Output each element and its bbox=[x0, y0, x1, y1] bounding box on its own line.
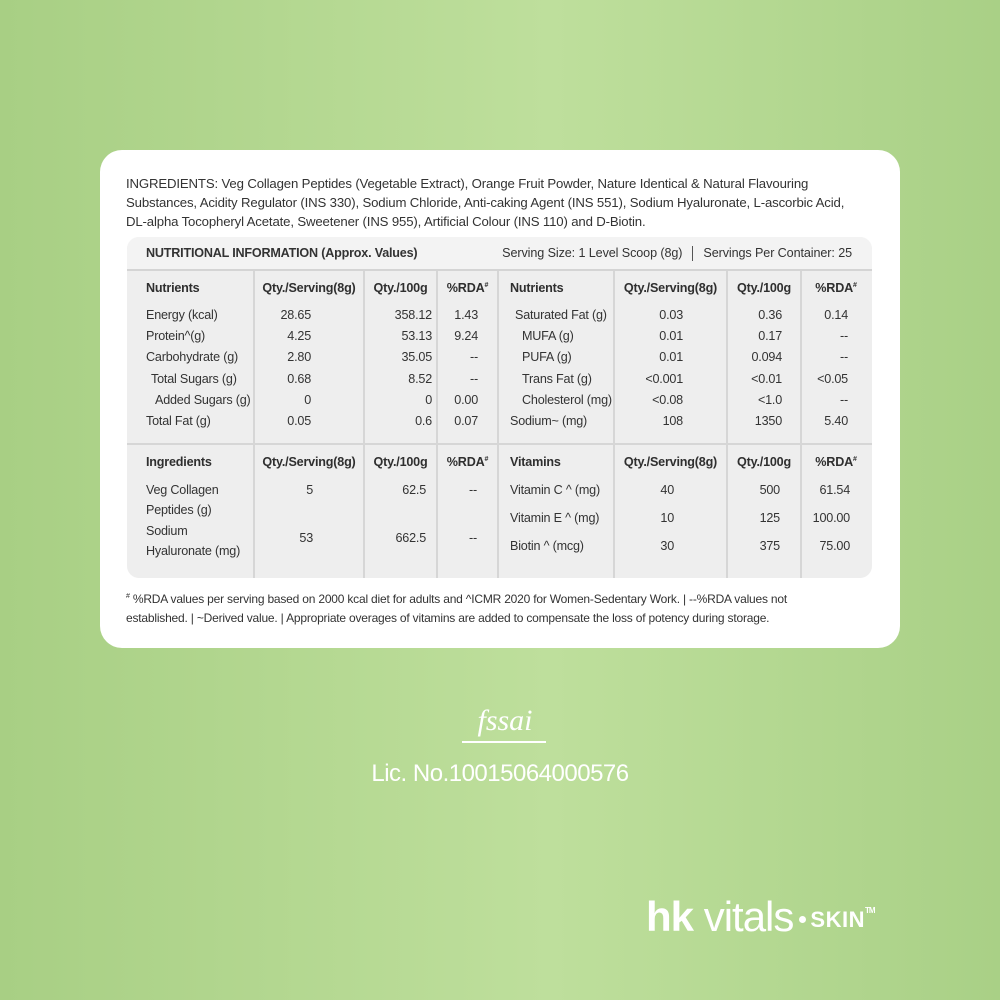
ingredients-text bbox=[126, 174, 846, 231]
ingredient-name: Veg Collagen bbox=[146, 483, 219, 497]
separator bbox=[692, 246, 693, 261]
qty-serving: <0.001 bbox=[645, 371, 683, 386]
nutrient-name: Sodium~ (mg) bbox=[510, 414, 588, 428]
rda-label: %RDA bbox=[446, 281, 485, 295]
rda-value: 5.40 bbox=[824, 414, 848, 428]
nutrition-header bbox=[127, 237, 872, 271]
qty-serving: 0.05 bbox=[287, 414, 311, 428]
nutrient-name: Total Fat (g) bbox=[146, 414, 211, 428]
rda-value: 61.54 bbox=[819, 483, 850, 497]
qty-100g: 0.094 bbox=[751, 350, 782, 365]
rda-value: -- bbox=[840, 392, 848, 407]
divider bbox=[497, 271, 499, 578]
servings-per-container: Servings Per Container: 25 bbox=[703, 246, 852, 260]
qty-100g: <0.01 bbox=[751, 371, 782, 386]
header-rda bbox=[802, 281, 870, 295]
qty-100g: 500 bbox=[759, 483, 780, 497]
qty-100g: 662.5 bbox=[395, 531, 426, 545]
qty-100g: 35.05 bbox=[401, 350, 432, 365]
nutrient-name: Added Sugars (g) bbox=[155, 392, 251, 407]
rda-value: -- bbox=[840, 329, 848, 344]
nutrient-name: Cholesterol (mg) bbox=[522, 392, 612, 407]
rda-value: -- bbox=[469, 531, 477, 545]
qty-serving: 0.68 bbox=[287, 371, 311, 386]
hash-mark: # bbox=[484, 456, 489, 463]
rda-value: 100.00 bbox=[812, 511, 850, 525]
qty-serving: 108 bbox=[662, 414, 683, 428]
nutrition-title: NUTRITIONAL INFORMATION (Approx. Values) bbox=[146, 246, 418, 260]
rda-value: -- bbox=[469, 483, 477, 497]
rda-value: 1.43 bbox=[454, 308, 478, 322]
qty-serving: 10 bbox=[660, 511, 674, 525]
rda-value: -- bbox=[470, 371, 478, 386]
header-vitamins: Vitamins bbox=[510, 455, 561, 469]
section-divider bbox=[127, 443, 872, 445]
nutrient-name: MUFA (g) bbox=[522, 329, 574, 344]
qty-100g: 0 bbox=[425, 392, 432, 407]
brand-tm: TM bbox=[864, 906, 875, 915]
vitamin-name: Vitamin C ^ (mg) bbox=[510, 483, 600, 497]
qty-100g: 358.12 bbox=[394, 308, 432, 322]
qty-serving: 30 bbox=[660, 539, 674, 553]
qty-100g: 62.5 bbox=[402, 483, 426, 497]
serving-size: Serving Size: 1 Level Scoop (8g) bbox=[502, 246, 683, 260]
ingredients-list: Veg Collagen Peptides (Vegetable Extract), Orange Fruit Powder, Nature Identical & Natural Flavouring Substances, Acidity Regulator (INS 330), Sodium Chloride, Anti-caking Agent (INS 551), Sodium Hyaluronate, L-ascorbic Acid, DL-alpha Tocopheryl Acetate, Sweetener (INS 955), Artificial Colour (INS 110) and D-Biotin. bbox=[126, 176, 845, 229]
rda-value: -- bbox=[840, 350, 848, 365]
rda-label: %RDA bbox=[446, 455, 485, 469]
qty-100g: 375 bbox=[759, 539, 780, 553]
brand-logo bbox=[646, 893, 875, 941]
license-number: Lic. No.10015064000576 bbox=[371, 760, 629, 787]
vitamin-name: Vitamin E ^ (mg) bbox=[510, 511, 600, 525]
header-rda bbox=[802, 455, 870, 469]
header-qty-100g: Qty./100g bbox=[373, 455, 428, 469]
hash-mark: # bbox=[852, 282, 857, 289]
nutrient-name: Trans Fat (g) bbox=[522, 371, 592, 386]
serving-info bbox=[502, 246, 852, 261]
hash-mark: # bbox=[484, 282, 489, 289]
rda-value: 0.00 bbox=[454, 392, 478, 407]
qty-100g: 0.36 bbox=[758, 308, 782, 322]
label-card bbox=[100, 150, 900, 648]
footnote-line-2: established. | ~Derived value. | Appropriate overages of vitamins are added to compensate the loss of potency during storage. bbox=[126, 611, 770, 625]
qty-100g: 0.17 bbox=[758, 329, 782, 344]
qty-serving: 0 bbox=[304, 392, 311, 407]
nutrient-name: PUFA (g) bbox=[522, 350, 572, 365]
footnote-line-1: # %RDA values per serving based on 2000 kcal diet for adults and ^ICMR 2020 for Women-Sedentary Work. | --%RDA values not bbox=[126, 592, 788, 606]
header-ingredients: Ingredients bbox=[146, 455, 212, 469]
qty-serving: 0.03 bbox=[659, 308, 683, 322]
rda-value: 0.14 bbox=[824, 308, 848, 322]
header-nutrients: Nutrients bbox=[146, 281, 200, 295]
brand-skin: SKIN bbox=[810, 906, 865, 932]
fssai-underline bbox=[462, 741, 546, 743]
brand-hk: hk bbox=[646, 893, 694, 940]
qty-100g: 1350 bbox=[754, 414, 782, 428]
qty-serving: 53 bbox=[299, 531, 313, 545]
qty-100g: 125 bbox=[759, 511, 780, 525]
ingredient-name: Sodium bbox=[146, 524, 188, 538]
nutrient-name: Total Sugars (g) bbox=[151, 371, 237, 386]
brand-vitals: vitals bbox=[703, 893, 794, 940]
hash-mark: # bbox=[852, 456, 857, 463]
fssai-logo: fssai bbox=[477, 704, 533, 737]
header-qty-100g: Qty./100g bbox=[373, 281, 428, 295]
header-qty-100g: Qty./100g bbox=[737, 281, 791, 295]
footnote bbox=[126, 587, 871, 628]
hash-mark: # bbox=[126, 593, 130, 600]
header-qty-serving: Qty./Serving(8g) bbox=[623, 455, 718, 469]
header-qty-serving: Qty./Serving(8g) bbox=[623, 281, 718, 295]
header-qty-serving: Qty./Serving(8g) bbox=[262, 455, 356, 469]
qty-serving: 40 bbox=[660, 483, 674, 497]
qty-100g: 53.13 bbox=[401, 329, 432, 344]
qty-serving: 0.01 bbox=[659, 329, 683, 344]
rda-value: <0.05 bbox=[817, 371, 848, 386]
qty-100g: <1.0 bbox=[757, 392, 782, 407]
qty-serving: 4.25 bbox=[287, 329, 311, 344]
rda-value: 9.24 bbox=[454, 329, 478, 344]
ingredient-name: Peptides (g) bbox=[146, 503, 212, 517]
qty-100g: 0.6 bbox=[415, 414, 432, 428]
nutrient-name: Saturated Fat (g) bbox=[515, 308, 607, 322]
header-qty-serving: Qty./Serving(8g) bbox=[262, 281, 356, 295]
header-nutrients: Nutrients bbox=[510, 281, 564, 295]
nutrient-name: Energy (kcal) bbox=[146, 308, 218, 322]
rda-label: %RDA bbox=[815, 281, 853, 295]
qty-serving: 0.01 bbox=[659, 350, 683, 365]
qty-100g: 8.52 bbox=[408, 371, 432, 386]
nutrient-name: Carbohydrate (g) bbox=[146, 350, 238, 365]
rda-value: 75.00 bbox=[819, 539, 850, 553]
rda-label: %RDA bbox=[815, 455, 853, 469]
vitamin-name: Biotin ^ (mcg) bbox=[510, 539, 584, 553]
qty-serving: 2.80 bbox=[287, 350, 311, 365]
rda-value: 0.07 bbox=[454, 414, 478, 428]
header-qty-100g: Qty./100g bbox=[737, 455, 791, 469]
ingredient-name: Hyaluronate (mg) bbox=[146, 544, 241, 558]
brand-dot bbox=[799, 916, 806, 923]
qty-serving: 28.65 bbox=[280, 308, 311, 322]
header-rda bbox=[438, 455, 497, 469]
qty-serving: <0.08 bbox=[652, 392, 683, 407]
nutrient-name: Protein^(g) bbox=[146, 329, 206, 344]
rda-value: -- bbox=[470, 350, 478, 365]
ingredients-label: INGREDIENTS: bbox=[126, 176, 218, 191]
qty-serving: 5 bbox=[306, 483, 313, 497]
nutrition-panel bbox=[127, 237, 872, 578]
header-rda bbox=[438, 281, 497, 295]
